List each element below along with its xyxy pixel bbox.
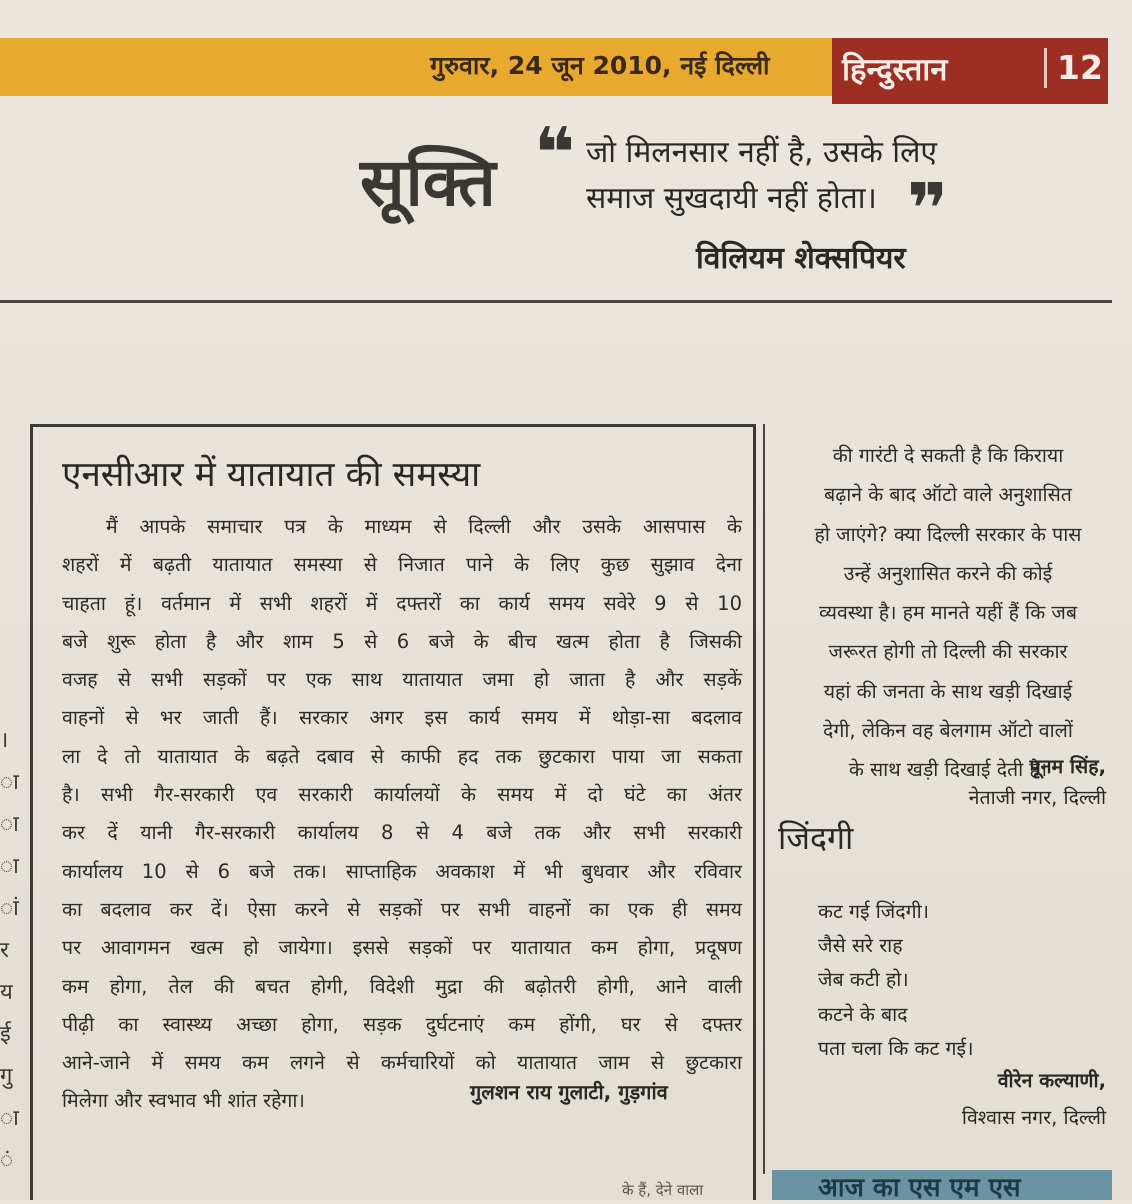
poem-line: जेब कटी हो।	[818, 968, 909, 992]
right-letter-signature-place: नेताजी नगर, दिल्ली	[968, 786, 1106, 809]
margin-char: र	[0, 938, 9, 963]
column-divider	[763, 424, 765, 1174]
right-letter-line: हो जाएंगे? क्या दिल्ली सरकार के पास	[814, 522, 1082, 546]
margin-char: ा	[0, 770, 19, 795]
poem-line: पता चला कि कट गई।	[818, 1036, 974, 1060]
letter-line: पर आवागमन खत्म हो जायेगा। इससे सड़कों पर यातायात कम होगा, प्रदूषण	[62, 936, 742, 960]
letter-line: का बदलाव कर दें। ऐसा करने से सड़कों पर सभी वाहनों का एक ही समय	[62, 897, 742, 921]
margin-char: ा	[0, 854, 19, 879]
margin-char: ा	[0, 812, 19, 837]
poem-signature-place: विश्वास नगर, दिल्ली	[961, 1106, 1106, 1129]
letter-line: वजह से सभी सड़कों पर एक साथ यातायात जमा हो जाता है और सड़कें	[62, 668, 742, 692]
letter-title: एनसीआर में यातायात की समस्या	[62, 455, 481, 495]
right-letter-line: जरूरत होगी तो दिल्ली की सरकार	[828, 640, 1068, 664]
close-quote-icon: ❞	[907, 168, 949, 250]
letter-line: चाहता हूं। वर्तमान में सभी शहरों में दफ्तरों का कार्य समय सवेरे 9 से 10	[62, 591, 742, 615]
header-brand-name: हिन्दुस्तान	[842, 52, 948, 88]
right-letter-body	[778, 436, 1118, 790]
letter-line: कर दें यानी गैर-सरकारी कार्यालय 8 से 4 बजे तक और सभी सरकारी	[62, 821, 742, 845]
letter-line: वाहनों से भर जाती हैं। सरकार अगर इस कार्य समय में थोड़ा-सा बदलाव	[62, 706, 742, 730]
margin-char: ं	[0, 1148, 14, 1173]
letter-line: है। सभी गैर-सरकारी एव सरकारी कार्यालयों के समय में दो घंटे का अंतर	[62, 783, 742, 807]
poem-body	[818, 895, 973, 1066]
right-letter-line: की गारंटी दे सकती है कि किराया	[832, 444, 1064, 467]
quote-line-2: समाज सुखदायी नहीं होता।	[586, 181, 877, 216]
section-divider	[0, 300, 1112, 303]
right-letter-line: के साथ खड़ी दिखाई देती है।	[848, 758, 1048, 782]
letter-line: बजे शुरू होता है और शाम 5 से 6 बजे के बीच खत्म होता है जिसकी	[62, 629, 742, 653]
header-date: गुरुवार, 24 जून 2010, नई दिल्ली	[430, 51, 770, 80]
quote-line-1: जो मिलनसार नहीं है, उसके लिए	[586, 135, 938, 170]
right-letter-signature-name: पूनम सिंह,	[1029, 755, 1106, 778]
poem-line: जैसे सरे राह	[818, 934, 903, 958]
poem-line: कट गई जिंदगी।	[818, 900, 930, 923]
margin-char: ई	[0, 1022, 11, 1047]
poem-line: कटने के बाद	[818, 1002, 908, 1026]
margin-char: ां	[0, 896, 19, 921]
right-letter-line: व्यवस्था है। हम मानते यहीं हैं कि जब	[818, 601, 1078, 625]
letter-line: मिलेगा और स्वभाव भी शांत रहेगा।	[62, 1089, 305, 1113]
header-page-number: 12	[1044, 48, 1100, 88]
letter-line: ला दे तो यातायात के बढ़ते दबाव से काफी हद तक छुटकारा पाया जा सकता	[62, 744, 742, 768]
sms-teaser-text: आज का एस एम एस	[818, 1173, 1021, 1203]
letter-line: मैं आपके समाचार पत्र के माध्यम से दिल्ली और उसके आसपास के	[106, 515, 742, 538]
quote-heading: सूक्ति	[360, 144, 497, 221]
margin-char: य	[0, 980, 13, 1005]
margin-char: ।	[0, 728, 9, 753]
left-margin-fragments	[0, 720, 19, 1190]
letter-line: कार्यालय 10 से 6 बजे तक। साप्ताहिक अवकाश में भी बुधवार और रविवार	[62, 859, 742, 883]
letter-line: पीढ़ी का स्वास्थ्य अच्छा होगा, सड़क दुर्घटनाएं कम होंगी, घर से दफ्तर	[62, 1012, 742, 1036]
letter-signature: गुलशन राय गुलाटी, गुड़गांव	[470, 1080, 668, 1104]
poem-signature-name: वीरेन कल्याणी,	[997, 1069, 1106, 1092]
margin-char: ा	[0, 1106, 19, 1131]
bottom-text-fragment: के हैं, देने वाला	[622, 1181, 704, 1199]
open-quote-icon: ❝	[534, 112, 576, 194]
quote-author: विलियम शेक्सपियर	[696, 241, 906, 276]
letter-line: शहरों में बढ़ती यातायात समस्या से निजात पाने के लिए कुछ सुझाव देना	[62, 553, 742, 577]
right-letter-line: देगी, लेकिन वह बेलगाम ऑटो वालों	[823, 719, 1073, 743]
right-letter-line: बढ़ाने के बाद ऑटो वाले अनुशासित	[824, 483, 1072, 507]
letter-line: कम होगा, तेल की बचत होगी, विदेशी मुद्रा की बढ़ोतरी होगी, आने वाली	[62, 974, 742, 998]
poem-title: जिंदगी	[778, 819, 854, 857]
letter-line: आने-जाने में समय कम लगने से कर्मचारियों को यातायात जाम से छुटकारा	[62, 1051, 742, 1075]
right-letter-line: उन्हें अनुशासित करने की कोई	[843, 561, 1053, 585]
margin-char: गु	[0, 1064, 13, 1089]
right-letter-line: यहां की जनता के साथ खड़ी दिखाई	[823, 679, 1073, 703]
letter-body	[62, 508, 742, 1121]
